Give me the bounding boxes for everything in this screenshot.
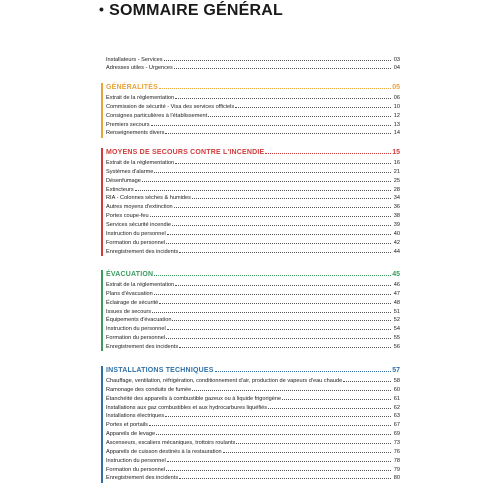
dot-leader (172, 220, 391, 226)
toc-entry-page: 69 (393, 431, 400, 438)
toc-entry-page: 06 (393, 95, 400, 102)
section-evacuation (101, 270, 400, 351)
toc-entry-label: Formation du personnel (106, 466, 166, 473)
dot-leader (150, 212, 391, 218)
dot-leader (179, 247, 391, 253)
toc-entry (106, 298, 400, 307)
toc-entry-label: Issues de secours (106, 308, 152, 315)
toc-entry-page: 58 (393, 378, 400, 385)
toc-entry-label: Instruction du personnel (106, 457, 166, 464)
dot-leader (156, 430, 391, 436)
toc-entry (106, 159, 400, 168)
dot-leader (154, 289, 391, 295)
dot-leader (142, 176, 391, 182)
toc-entry (106, 281, 400, 290)
toc-entry-page: 63 (393, 413, 400, 420)
toc-entry-page: 78 (393, 457, 400, 464)
section-heading-page: 05 (392, 84, 400, 91)
section-body (106, 148, 400, 256)
toc-entry-page: 61 (393, 395, 400, 402)
section-heading-label: GÉNÉRALITÉS (106, 84, 158, 91)
toc-entry-page: 03 (393, 56, 400, 63)
dot-leader (179, 474, 391, 480)
toc-entry (106, 377, 400, 386)
page-title-text: SOMMAIRE GÉNÉRAL (109, 2, 283, 19)
toc-entry-label: Ascenseurs, escaliers mécaniques, trottoirs roulants (106, 440, 236, 446)
section-heading (106, 366, 400, 377)
toc-entry (106, 385, 400, 394)
toc-entry-label: Appareils de cuisson destinés à la restauration (106, 448, 222, 455)
toc-entry-page: 34 (393, 195, 400, 202)
dot-leader (179, 342, 391, 348)
toc-entry (106, 403, 400, 412)
toc-entry (106, 229, 400, 238)
dot-leader (151, 120, 391, 126)
toc-entry (106, 447, 400, 456)
section-heading-page: 15 (392, 149, 400, 156)
toc-entry-label: Installateurs - Services (106, 56, 163, 63)
toc-entry (106, 102, 400, 111)
toc-entry-page: 28 (393, 186, 400, 193)
toc-entry-page: 80 (393, 475, 400, 482)
toc-entry-page: 40 (393, 230, 400, 237)
dot-leader (268, 403, 391, 409)
toc-entry-label: RIA - Colonnes sèches & humides (106, 195, 191, 202)
toc-entry-page: 38 (393, 213, 400, 220)
dot-leader (159, 298, 391, 304)
dot-leader (235, 102, 391, 108)
dot-leader (343, 377, 391, 383)
section-heading-label: INSTALLATIONS TECHNIQUES (106, 367, 214, 374)
toc-entry-label: Désenfumage (106, 177, 141, 184)
toc-entry (106, 307, 400, 316)
section-heading-page: 45 (392, 271, 400, 278)
toc-entry-label: Instruction du personnel (106, 326, 166, 333)
dot-leader (154, 270, 391, 276)
section-color-bar (101, 366, 103, 483)
toc-entry (106, 438, 400, 447)
dot-leader (175, 281, 391, 287)
section-heading-page: 57 (392, 367, 400, 374)
toc-entry-page: 56 (393, 344, 400, 350)
dot-leader (236, 438, 391, 444)
dot-leader (175, 159, 391, 165)
toc-entry-label: Étanchéité des appareils à combustible gazeux ou à liquide frigorigène (106, 395, 282, 402)
section-color-bar (101, 148, 103, 256)
toc-entry-page: 46 (393, 282, 400, 289)
section-generalites (101, 83, 400, 138)
toc-entry-page: 60 (393, 386, 400, 393)
toc-entry-page: 67 (393, 422, 400, 429)
toc-entry (106, 247, 400, 256)
toc-entry-page: 14 (393, 130, 400, 137)
toc-entry (106, 456, 400, 465)
dot-leader (223, 447, 391, 453)
dot-leader (175, 94, 391, 100)
dot-leader (149, 421, 391, 427)
toc-entry (106, 430, 400, 439)
toc-entry-label: Portes coupe-feu (106, 213, 149, 220)
toc-entry-page: 51 (393, 308, 400, 315)
dot-leader (208, 111, 391, 117)
dot-leader (167, 229, 391, 235)
toc-entry (106, 316, 400, 325)
dot-leader (167, 456, 391, 462)
dot-leader (174, 203, 391, 209)
section-installations-techniques (101, 366, 400, 483)
section-color-bar (101, 270, 103, 351)
toc-entry-label: Formation du personnel (106, 239, 166, 246)
toc-entry-label: Extincteurs (106, 186, 134, 193)
toc-entry (106, 421, 400, 430)
dot-leader (265, 148, 391, 154)
toc-entry-page: 44 (393, 248, 400, 255)
toc-entry-page: 10 (393, 103, 400, 110)
dot-leader (152, 307, 391, 313)
toc-entry-label: Services sécurité incendie (106, 222, 171, 228)
toc-entry-label: Systèmes d'alarme (106, 168, 154, 175)
toc-entry (106, 120, 400, 129)
toc-entry-page: 54 (393, 326, 400, 333)
toc-entry-label: Enregistrement des incidents (106, 248, 179, 255)
toc-entry (106, 55, 400, 64)
toc-entry-page: 16 (393, 160, 400, 167)
toc-entry-page: 55 (393, 335, 400, 342)
toc-entry-label: Adresses utiles - Urgences (106, 65, 173, 72)
toc-entry-label: Éclairage de sécurité (106, 299, 159, 306)
section-body (106, 270, 400, 351)
dot-leader (215, 366, 392, 372)
section-heading (106, 83, 400, 94)
toc-entry-label: Plans d'évacuation (106, 290, 153, 297)
toc-entry-page: 39 (393, 222, 400, 228)
toc-entry (106, 325, 400, 334)
dot-leader (174, 64, 391, 70)
dot-leader (166, 465, 391, 471)
toc-entry-label: Enregistrement des incidents (106, 475, 179, 482)
toc-entry-page: 73 (393, 440, 400, 446)
toc-entry-page: 79 (393, 466, 400, 473)
toc-entry (106, 342, 400, 351)
toc-entry-page: 52 (393, 317, 400, 324)
toc-entry (106, 212, 400, 221)
toc-entry-label: Équipements d'évacuation (106, 317, 172, 324)
toc-entry-page: 42 (393, 239, 400, 246)
toc-entry (106, 167, 400, 176)
toc-entry-label: Ramonage des conduits de fumée (106, 386, 192, 393)
section-color-bar (101, 83, 103, 138)
dot-leader (166, 334, 391, 340)
dot-leader (135, 185, 391, 191)
section-heading-label: ÉVACUATION (106, 271, 154, 278)
toc-entry-label: Extrait de la réglementation (106, 282, 175, 289)
toc-entry (106, 111, 400, 120)
dot-leader (282, 394, 391, 400)
toc-entry-label: Enregistrement des incidents (106, 344, 179, 350)
toc-entry-page: 47 (393, 290, 400, 297)
toc-entry (106, 412, 400, 421)
toc-entry (106, 220, 400, 229)
dot-leader (192, 194, 391, 200)
toc-entry-page: 25 (393, 177, 400, 184)
toc-entry-page: 36 (393, 204, 400, 211)
toc-entry-label: Installations électriques (106, 413, 165, 420)
dot-leader (165, 412, 391, 418)
section-body (106, 83, 400, 138)
dot-leader (164, 55, 391, 61)
toc-entry (106, 394, 400, 403)
page-title (99, 2, 283, 20)
toc-entry-label: Chauffage, ventilation, réfrigération, conditionnement d'air, production de vapeurs d'eau chaude (106, 378, 343, 385)
toc-entry-label: Appareils de levage (106, 431, 156, 438)
title-bullet: • (99, 1, 105, 17)
section-heading (106, 270, 400, 281)
toc-entry (106, 176, 400, 185)
toc-entry-page: 48 (393, 299, 400, 306)
toc-entry (106, 238, 400, 247)
toc-entry-page: 62 (393, 404, 400, 411)
toc-entry-label: Premiers secours (106, 121, 150, 128)
section-body (106, 366, 400, 483)
dot-leader (159, 83, 391, 89)
toc-entry (106, 64, 400, 73)
toc-entry-label: Commission de sécurité - Visa des services officiels (106, 103, 235, 110)
toc-entry-page: 76 (393, 448, 400, 455)
toc-entry (106, 465, 400, 474)
toc-entry (106, 129, 400, 138)
section-heading (106, 148, 400, 159)
toc-entry (106, 194, 400, 203)
section-moyens-de-secours (101, 148, 400, 256)
section-heading-label: MOYENS DE SECOURS CONTRE L'INCENDIE (106, 149, 265, 156)
toc-entry (106, 94, 400, 103)
toc-entry-page: 13 (393, 121, 400, 128)
intro-list (106, 55, 400, 73)
dot-leader (172, 316, 391, 322)
dot-leader (166, 238, 391, 244)
toc-entry-label: Installations aux gaz combustibles et aux hydrocarbures liquéfiés (106, 404, 268, 411)
toc-entry-label: Renseignements divers (106, 130, 165, 137)
dot-leader (165, 129, 391, 135)
toc-entry-label: Portes et portails (106, 422, 148, 429)
toc-entry-page: 12 (393, 112, 400, 119)
toc-entry (106, 203, 400, 212)
toc-entry-label: Consignes particulières à l'établissement (106, 112, 208, 119)
toc-entry-page: 04 (393, 65, 400, 72)
dot-leader (154, 167, 391, 173)
dot-leader (167, 325, 391, 331)
toc-entry (106, 185, 400, 194)
toc-entry-label: Formation du personnel (106, 335, 166, 342)
toc-entry-label: Extrait de la réglementation (106, 95, 175, 102)
toc-entry (106, 289, 400, 298)
toc-entry-label: Autres moyens d'extinction (106, 204, 173, 211)
toc-entry (106, 474, 400, 483)
toc-entry (106, 334, 400, 343)
toc-entry-label: Extrait de la réglementation (106, 160, 175, 167)
toc-entry-page: 21 (393, 168, 400, 175)
dot-leader (192, 385, 391, 391)
toc-entry-label: Instruction du personnel (106, 230, 166, 237)
